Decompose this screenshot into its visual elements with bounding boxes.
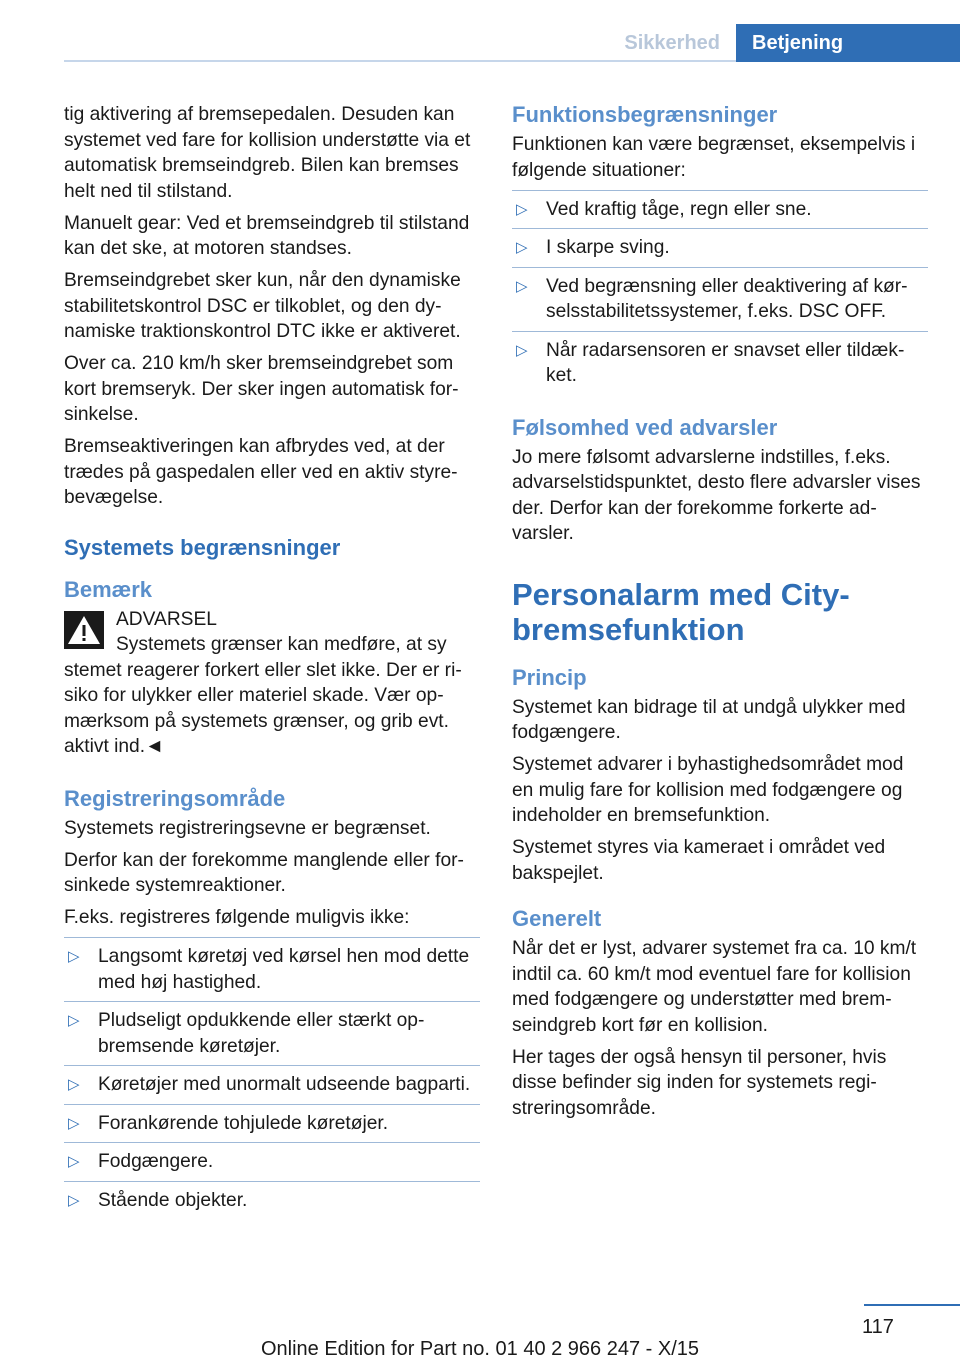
- triangle-bullet-icon: ▷: [68, 1191, 80, 1209]
- registration-list: [64, 937, 480, 1219]
- paragraph: Funktionen kan være begrænset, eksempelvis i følgende situationer:: [512, 134, 916, 181]
- left-column: [64, 102, 480, 1225]
- list-item: ▷ Pludseligt opdukkende eller stærkt opbremsende køretøjer.: [64, 1001, 480, 1065]
- paragraph: Her tages der også hensyn til personer, hvis disse befinder sig inden for systemets registreringsområde.: [512, 1046, 887, 1119]
- registration-title: Registreringsområde: [64, 785, 286, 811]
- paragraph: Når det er lyst, advarer systemet fra ca. 10 km/t indtil ca. 60 km/t mod eventuel fare for kollision med fodgængere og understøtter med bremseindgreb kort før en kollision.: [512, 938, 917, 1036]
- edition-footer: Online Edition for Part no. 01 40 2 966 247 - X/15: [260, 1338, 700, 1360]
- list-item: ▷ Fodgængere.: [64, 1142, 480, 1181]
- paragraph: F.eks. registreres følgende muligvis ikke:: [64, 907, 410, 928]
- triangle-bullet-icon: ▷: [68, 1012, 80, 1029]
- warning-box: [64, 607, 480, 760]
- list-item: ▷ Stående objekter.: [64, 1181, 480, 1220]
- footer-rule: [864, 1304, 960, 1306]
- paragraph: Over ca. 210 km/h sker bremseindgrebet som kort bremseryk. Der sker ingen automatisk forsinkelse.: [64, 353, 459, 425]
- triangle-bullet-icon: ▷: [516, 341, 528, 359]
- function-limits-title: Funktionsbegrænsninger: [512, 102, 778, 127]
- triangle-bullet-icon: ▷: [516, 239, 528, 256]
- warning-label: ADVARSEL: [116, 608, 217, 630]
- sensitivity-title: Følsomhed ved advarsler: [512, 414, 778, 440]
- triangle-bullet-icon: ▷: [68, 1076, 80, 1093]
- list-item: ▷ Køretøjer med unormalt udseende bagparti.: [64, 1065, 480, 1104]
- paragraph: Systemets registreringsevne er begrænset.: [64, 817, 431, 839]
- paragraph: Manuelt gear: Ved et bremseindgreb til stilstand kan det ske, at motoren standses.: [64, 212, 470, 259]
- list-item: ▷ Langsomt køretøj ved kørsel hen mod dette med høj hastighed.: [64, 937, 480, 1001]
- triangle-bullet-icon: ▷: [516, 200, 528, 218]
- list-item: ▷ Ved kraftig tåge, regn eller sne.: [512, 190, 928, 229]
- general-title: Generelt: [512, 906, 602, 931]
- triangle-bullet-icon: ▷: [68, 1153, 80, 1170]
- principle-title: Princip: [512, 664, 587, 690]
- list-item: ▷ Ved begrænsning eller deaktivering af kørselsstabilitetssystemer, f.eks. DSC OFF.: [512, 267, 928, 331]
- paragraph: Bremseaktiveringen kan afbrydes ved, at der trædes på gaspedalen eller ved en aktiv styrebevægelse.: [64, 436, 458, 508]
- paragraph: Systemet styres via kameraet i området ved bakspejlet.: [512, 837, 886, 884]
- tab-betjening[interactable]: Betjening: [736, 24, 960, 62]
- page-number: 117: [862, 1316, 894, 1338]
- paragraph: tig aktivering af bremsepedalen. Desuden kan systemet ved fare for kollision understøtte via et automatisk bremseindgreb. Bilen kan bremses helt ned til stilstand.: [64, 104, 471, 202]
- paragraph: Systemet kan bidrage til at undgå ulykker med fodgængere.: [512, 696, 906, 743]
- function-limits-list: [512, 190, 928, 395]
- warning-text: Systemets grænser kan medføre, at sy: [116, 634, 447, 655]
- list-item: ▷ Når radarsensoren er snavset eller tildækket.: [512, 331, 928, 395]
- triangle-bullet-icon: ▷: [68, 1114, 80, 1132]
- list-item: ▷ I skarpe sving.: [512, 228, 928, 267]
- chapter-title: Personalarm med City-bremsefunktion: [512, 576, 850, 647]
- triangle-bullet-icon: ▷: [516, 277, 528, 295]
- paragraph: Systemet advarer i byhastighedsområdet mod en mulig fare for kollision med fodgængere og indeholder en bremsefunktion.: [512, 754, 904, 826]
- warning-triangle-icon: [64, 611, 104, 649]
- note-title: Bemærk: [64, 576, 153, 602]
- paragraph: Bremseindgrebet sker kun, når den dynamiske stabilitetskontrol DSC er tilkoblet, og den dynamiske traktionskontrol DTC ikke er aktiveret.: [64, 270, 461, 342]
- paragraph: Jo mere følsomt advarslerne indstilles, f.eks. advarselstidspunktet, desto flere advarsler vises der. Derfor kan der forekomme forkerte advarsler.: [512, 446, 921, 544]
- warning-text-continued: stemet reagerer forkert eller slet ikke. Der er risiko for ulykker eller materiel skade. Vær opmærksom på systemets grænser, og grib evt. aktivt ind.◄: [64, 659, 462, 757]
- section-title: Systemets begrænsninger: [64, 534, 341, 560]
- paragraph: Derfor kan der forekomme manglende eller forsinkede systemreaktioner.: [64, 849, 464, 896]
- tab-sikkerhed[interactable]: Sikkerhed: [624, 32, 720, 54]
- triangle-bullet-icon: ▷: [68, 948, 80, 965]
- right-column: [512, 102, 928, 1128]
- list-item: ▷ Forankørende tohjulede køretøjer.: [64, 1104, 480, 1143]
